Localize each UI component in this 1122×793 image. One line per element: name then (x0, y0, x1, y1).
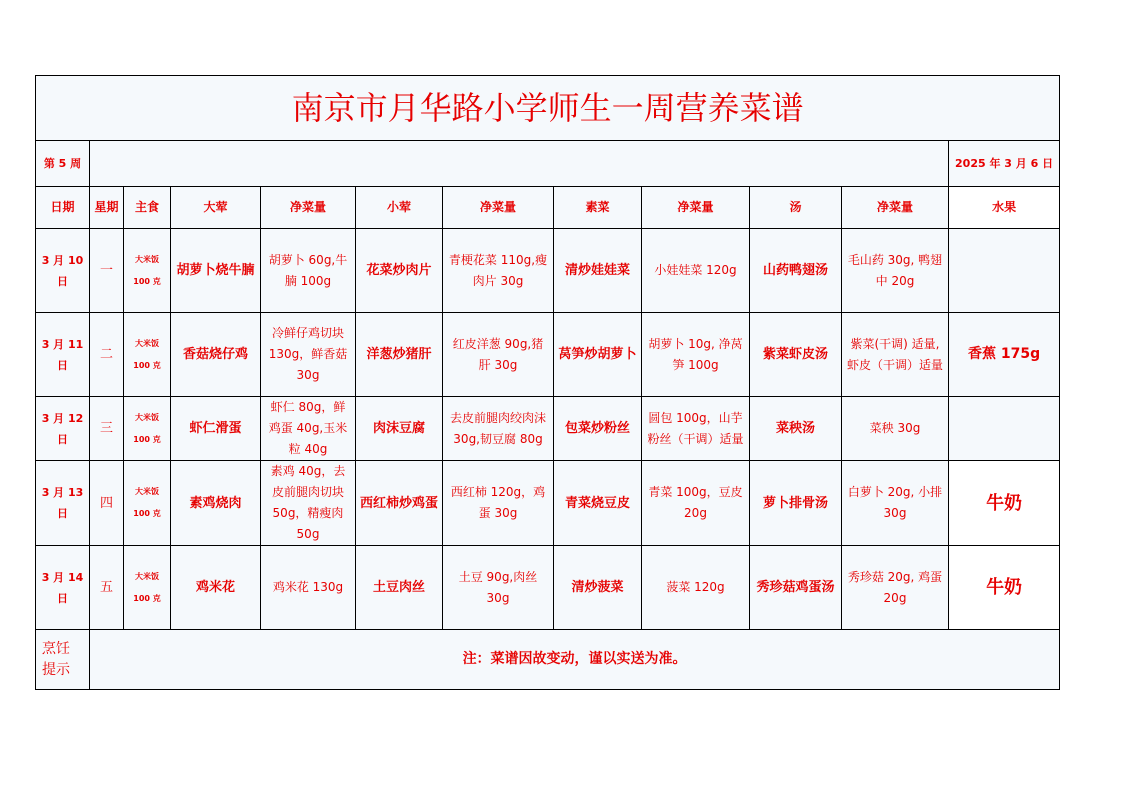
cell-soup: 秀珍菇鸡蛋汤 (750, 546, 842, 630)
cell-veg-qty: 菠菜 120g (642, 546, 750, 630)
menu-table (35, 75, 1060, 690)
cell-veg-qty: 圆包 100g，山芋粉丝（干调）适量 (642, 397, 750, 461)
cell-minor-qty: 土豆 90g,肉丝 30g (443, 546, 554, 630)
cell-minor-qty: 青梗花菜 110g,瘦肉片 30g (443, 229, 554, 313)
col-header: 水果 (949, 187, 1060, 229)
cell-veg: 包菜炒粉丝 (554, 397, 642, 461)
cell-weekday: 一 (90, 229, 124, 313)
table-row (36, 229, 1060, 313)
cell-veg: 青菜烧豆皮 (554, 461, 642, 546)
cell-weekday: 二 (90, 313, 124, 397)
col-header: 净菜量 (443, 187, 554, 229)
cell-main-qty: 虾仁 80g，鲜鸡蛋 40g,玉米粒 40g (261, 397, 356, 461)
cell-soup-qty: 毛山药 30g, 鸭翅中 20g (842, 229, 949, 313)
table-row (36, 397, 1060, 461)
footer-note: 注：菜谱因故变动，谨以实送为准。 (90, 630, 1060, 690)
cell-veg-qty: 青菜 100g，豆皮 20g (642, 461, 750, 546)
col-header: 大荤 (171, 187, 261, 229)
table-row (36, 461, 1060, 546)
cell-soup: 菜秧汤 (750, 397, 842, 461)
cell-staple: 大米饭 100 克 (124, 546, 171, 630)
cell-main: 鸡米花 (171, 546, 261, 630)
blank-cell (90, 141, 949, 187)
cell-weekday: 三 (90, 397, 124, 461)
col-header: 主食 (124, 187, 171, 229)
footer-label: 烹饪提示 (36, 630, 90, 690)
cell-date: 3 月 12 日 (36, 397, 90, 461)
cell-soup: 紫菜虾皮汤 (750, 313, 842, 397)
col-header: 净菜量 (261, 187, 356, 229)
cell-soup: 山药鸭翅汤 (750, 229, 842, 313)
cell-soup-qty: 紫菜(干调) 适量, 虾皮（干调）适量 (842, 313, 949, 397)
cell-main: 胡萝卜烧牛腩 (171, 229, 261, 313)
col-header: 小荤 (356, 187, 443, 229)
cell-minor: 肉沫豆腐 (356, 397, 443, 461)
col-header: 星期 (90, 187, 124, 229)
cell-soup-qty: 菜秧 30g (842, 397, 949, 461)
cell-veg-qty: 胡萝卜 10g, 净莴笋 100g (642, 313, 750, 397)
cell-date: 3 月 13 日 (36, 461, 90, 546)
cell-main-qty: 鸡米花 130g (261, 546, 356, 630)
cell-fruit: 牛奶 (949, 546, 1060, 630)
cell-minor-qty: 西红柿 120g，鸡蛋 30g (443, 461, 554, 546)
col-header: 素菜 (554, 187, 642, 229)
cell-staple: 大米饭 100 克 (124, 229, 171, 313)
cell-date: 3 月 10 日 (36, 229, 90, 313)
table-row (36, 546, 1060, 630)
cell-main: 虾仁滑蛋 (171, 397, 261, 461)
col-header: 净菜量 (842, 187, 949, 229)
cell-minor: 西红柿炒鸡蛋 (356, 461, 443, 546)
cell-minor: 花菜炒肉片 (356, 229, 443, 313)
cell-date: 3 月 11 日 (36, 313, 90, 397)
cell-veg: 清炒菠菜 (554, 546, 642, 630)
cell-fruit (949, 397, 1060, 461)
cell-main-qty: 胡萝卜 60g,牛腩 100g (261, 229, 356, 313)
publish-date: 2025 年 3 月 6 日 (949, 141, 1060, 187)
col-header: 净菜量 (642, 187, 750, 229)
cell-staple: 大米饭 100 克 (124, 461, 171, 546)
cell-minor-qty: 去皮前腿肉绞肉沫 30g,韧豆腐 80g (443, 397, 554, 461)
cell-soup-qty: 秀珍菇 20g, 鸡蛋 20g (842, 546, 949, 630)
col-header: 日期 (36, 187, 90, 229)
cell-staple: 大米饭 100 克 (124, 397, 171, 461)
cell-main-qty: 素鸡 40g，去皮前腿肉切块 50g，精瘦肉 50g (261, 461, 356, 546)
page-title: 南京市月华路小学师生一周营养菜谱 (36, 76, 1060, 141)
cell-veg-qty: 小娃娃菜 120g (642, 229, 750, 313)
cell-minor: 土豆肉丝 (356, 546, 443, 630)
cell-staple: 大米饭 100 克 (124, 313, 171, 397)
col-header: 汤 (750, 187, 842, 229)
cell-minor-qty: 红皮洋葱 90g,猪肝 30g (443, 313, 554, 397)
cell-soup-qty: 白萝卜 20g, 小排 30g (842, 461, 949, 546)
week-label: 第 5 周 (36, 141, 90, 187)
cell-main: 素鸡烧肉 (171, 461, 261, 546)
cell-fruit: 香蕉 175g (949, 313, 1060, 397)
cell-minor: 洋葱炒猪肝 (356, 313, 443, 397)
cell-fruit (949, 229, 1060, 313)
cell-main-qty: 冷鲜仔鸡切块 130g，鲜香菇 30g (261, 313, 356, 397)
cell-weekday: 四 (90, 461, 124, 546)
cell-veg: 莴笋炒胡萝卜 (554, 313, 642, 397)
cell-veg: 清炒娃娃菜 (554, 229, 642, 313)
cell-weekday: 五 (90, 546, 124, 630)
cell-date: 3 月 14 日 (36, 546, 90, 630)
header-row (36, 187, 1060, 229)
cell-fruit: 牛奶 (949, 461, 1060, 546)
cell-main: 香菇烧仔鸡 (171, 313, 261, 397)
cell-soup: 萝卜排骨汤 (750, 461, 842, 546)
table-row (36, 313, 1060, 397)
